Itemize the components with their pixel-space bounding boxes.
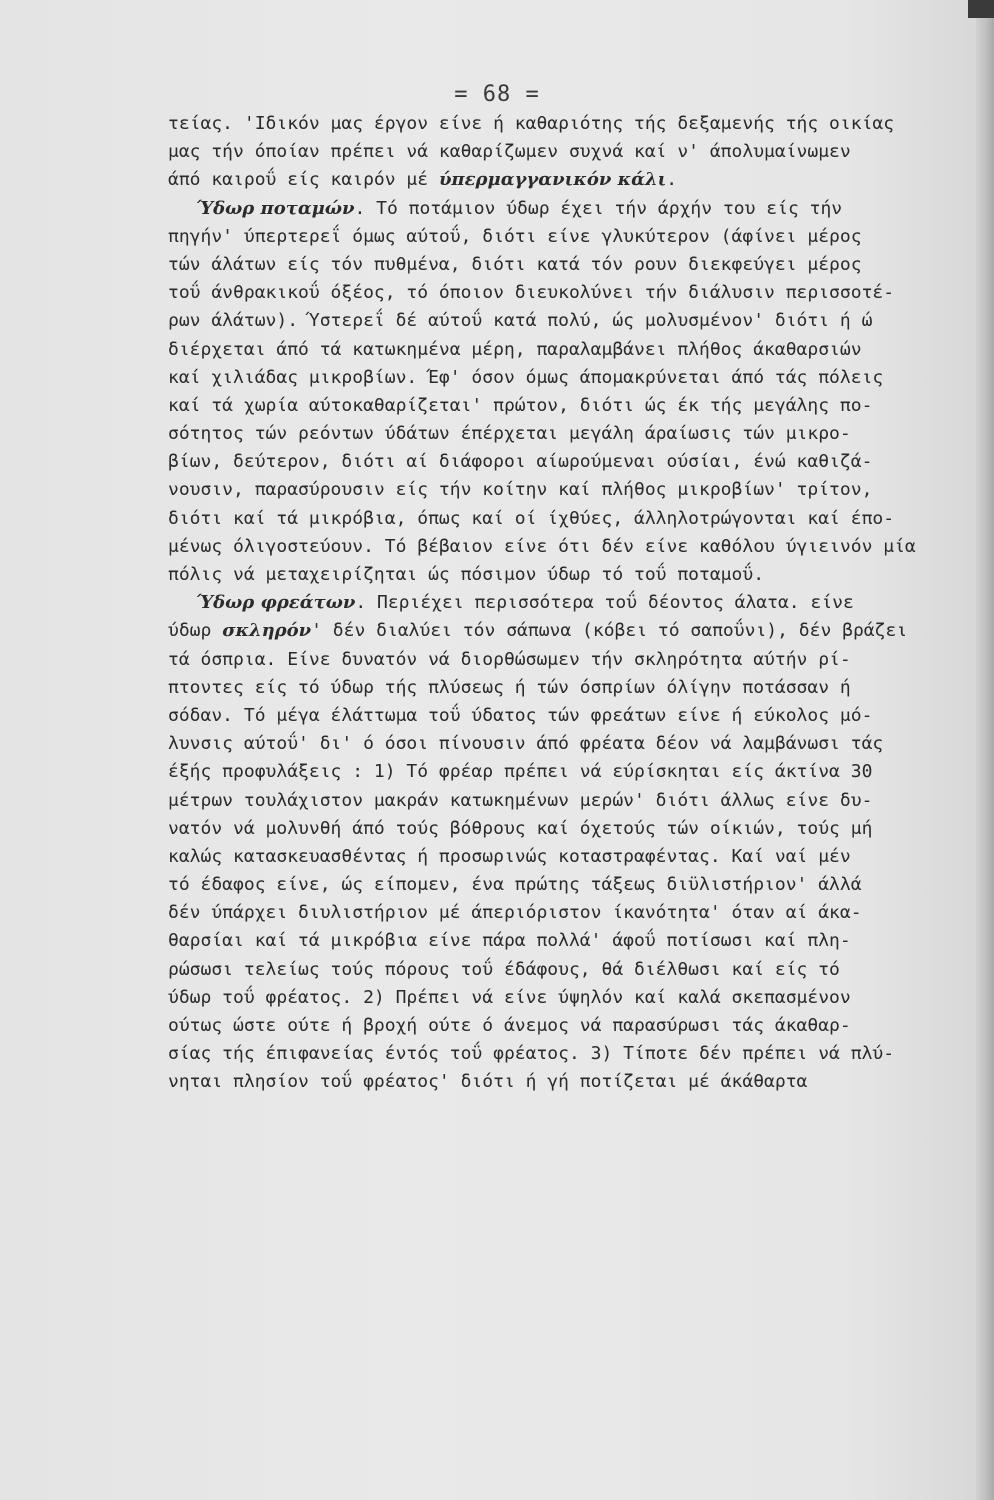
text-run: πηγήν' ύπερτερεΐ όμως αύτοΰ, διότι είνε γλυκύτερον (άφίνει μέρος: [168, 225, 862, 247]
text-run: .: [666, 169, 678, 191]
text-line: [168, 392, 990, 420]
text-run: ούτως ώστε ούτε ή βροχή ούτε ό άνεμος νά παρασύρωσι τάς άκαθαρ-: [168, 1015, 851, 1036]
text-line: [168, 646, 990, 674]
text-run: σίας τής έπιφανείας έντός τοΰ φρέατος. 3) Τίποτε δέν πρέπει νά πλύ-: [168, 1043, 895, 1065]
text-line: [168, 984, 990, 1012]
text-run: τών άλάτων είς τόν πυθμένα, διότι κατά τόν ρουν διεκφεύγει μέρος: [168, 253, 862, 275]
text-run: ' δέν διαλύει τόν σάπωνα (κόβει τό σαποΰνι), δέν βράζει: [311, 620, 908, 642]
text-run: σόδαν. Τό μέγα έλάττωμα τοΰ ύδατος τών φρεάτων είνε ή εύκολος μό-: [168, 704, 873, 726]
text-run: πόλις νά μεταχειρίζηται ώς πόσιμον ύδωρ τό τοΰ ποταμοΰ.: [168, 564, 765, 585]
emphasis-run: σκληρόν: [222, 620, 312, 642]
text-line: [168, 307, 990, 335]
text-line: [168, 1068, 990, 1096]
page-corner-dark: [968, 0, 994, 18]
emphasis-run: Ύδωρ ποταμών: [196, 197, 355, 219]
text-run: έξής προφυλάξεις : 1) Τό φρέαρ πρέπει νά εύρίσκηται είς άκτίνα 30: [168, 761, 873, 783]
text-run: μέτρων τουλάχιστον μακράν κατωκημένων μερών' διότι άλλως είνε δυ-: [168, 789, 873, 811]
text-line: [168, 279, 990, 307]
text-line: [168, 533, 990, 561]
text-line: [168, 617, 990, 645]
text-run: μένως όλιγοστεύουν. Τό βέβαιον είνε ότι δέν είνε καθόλου ύγιεινόν μία: [168, 535, 916, 557]
text-run: δέν ύπάρχει διυλιστήριον μέ άπεριόριστον ίκανότητα' όταν αί άκα-: [168, 902, 862, 924]
text-line: [168, 702, 990, 730]
text-line: [168, 561, 990, 589]
text-line: [168, 251, 990, 279]
text-run: θαρσίαι καί τά μικρόβια είνε πάρα πολλά' άφοΰ ποτίσωσι καί πλη-: [168, 930, 851, 952]
text-run: ρων άλάτων). Ύστερεΐ δέ αύτοΰ κατά πολύ, ώς μολυσμένον' διότι ή ώ: [168, 310, 873, 332]
text-line: [168, 476, 990, 504]
text-run: νουσιν, παρασύρουσιν είς τήν κοίτην καί πλήθος μικροβίων' τρίτον,: [168, 479, 873, 501]
text-run: καί τά χωρία αύτοκαθαρίζεται' πρώτον, διότι ώς έκ τής μεγάλης πο-: [168, 394, 873, 416]
text-line: [168, 730, 990, 758]
text-line: [168, 448, 990, 476]
text-run: τείας. 'Ιδικόν μας έργον είνε ή καθαριότης τής δεξαμενής τής οικίας: [168, 113, 895, 134]
text-run: τοΰ άνθρακικοΰ όξέος, τό όποιον διευκολύνει τήν διάλυσιν περισσοτέ-: [168, 282, 895, 304]
text-line: [168, 1012, 990, 1040]
text-run: καλώς κατασκευασθέντας ή προσωρινώς κοταστραφέντας. Καί ναί μέν: [168, 845, 851, 867]
text-line: [168, 110, 990, 138]
text-run: . Τό ποτάμιον ύδωρ έχει τήν άρχήν του είς τήν: [354, 197, 843, 219]
text-run: . Περιέχει περισσότερα τοΰ δέοντος άλατα. είνε: [355, 592, 854, 614]
text-run: τά όσπρια. Είνε δυνατόν νά διορθώσωμεν τήν σκληρότητα αύτήν ρί-: [168, 648, 851, 670]
text-line: [168, 871, 990, 899]
text-line: [168, 336, 990, 364]
body-text: [168, 110, 990, 1097]
text-run: ύδωρ τοΰ φρέατος. 2) Πρέπει νά είνε ύψηλόν καί καλά σκεπασμένον: [168, 986, 851, 1008]
text-run: άπό καιροΰ είς καιρόν μέ: [168, 169, 439, 191]
text-line: [168, 1040, 990, 1068]
text-run: πτοντες είς τό ύδωρ τής πλύσεως ή τών όσπρίων όλίγην ποτάσσαν ή: [168, 676, 851, 698]
text-line: [168, 138, 990, 166]
text-line: [168, 758, 990, 786]
text-line: [168, 420, 990, 448]
text-run: ύδωρ: [168, 620, 223, 642]
text-line: [168, 787, 990, 815]
text-run: ρώσωσι τελείως τούς πόρους τοΰ έδάφους, θά διέλθωσι καί είς τό: [168, 958, 840, 980]
text-line: [168, 815, 990, 843]
text-run: νηται πλησίον τοΰ φρέατος' διότι ή γή ποτίζεται μέ άκάθαρτα: [168, 1071, 808, 1093]
text-run: διότι καί τά μικρόβια, όπως καί οί ίχθύες, άλληλοτρώγονται καί έπο-: [168, 507, 895, 529]
text-line: [168, 166, 990, 194]
text-line: [168, 195, 990, 223]
text-line: [168, 899, 990, 927]
emphasis-run: Ύδωρ φρεάτων: [196, 592, 356, 614]
text-run: μας τήν όποίαν πρέπει νά καθαρίζωμεν συχνά καί ν' άπολυμαίνωμεν: [168, 141, 851, 163]
text-line: [168, 589, 990, 617]
text-run: διέρχεται άπό τά κατωκημένα μέρη, παραλαμβάνει πλήθος άκαθαρσιών: [168, 338, 862, 360]
text-line: [168, 843, 990, 871]
text-line: [168, 674, 990, 702]
text-run: τό έδαφος είνε, ώς είπομεν, ένα πρώτης τάξεως διϋλιστήριον' άλλά: [168, 874, 862, 896]
text-run: νατόν νά μολυνθή άπό τούς βόθρους καί όχετούς τών οίκιών, τούς μή: [168, 817, 873, 839]
text-line: [168, 956, 990, 984]
text-run: καί χιλιάδας μικροβίων. Έφ' όσον όμως άπομακρύνεται άπό τάς πόλεις: [168, 366, 884, 388]
text-run: βίων, δεύτερον, διότι αί διάφοροι αίωρούμεναι ούσίαι, ένώ καθιζά-: [168, 451, 873, 473]
page-number: = 68 =: [454, 82, 540, 107]
text-line: [168, 505, 990, 533]
text-run: λυνσις αύτοΰ' δι' ό όσοι πίνουσιν άπό φρέατα δέον νά λαμβάνωσι τάς: [168, 733, 884, 755]
text-line: [168, 223, 990, 251]
emphasis-run: ύπερμαγγανικόν κάλι: [438, 169, 667, 191]
text-line: [168, 927, 990, 955]
text-line: [168, 364, 990, 392]
text-run: σότητος τών ρεόντων ύδάτων έπέρχεται μεγάλη άραίωσις τών μικρο-: [168, 423, 851, 445]
